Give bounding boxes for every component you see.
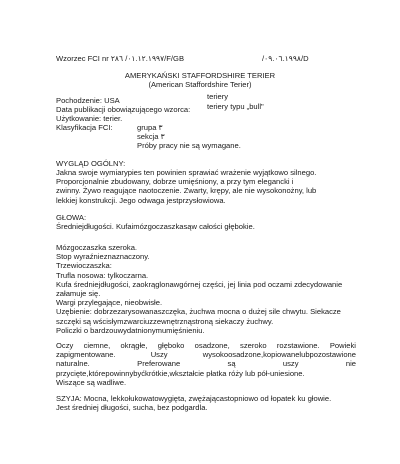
text-line: Jest średniej długości, sucha, bez podgardla. [56, 403, 208, 413]
text-line: SZYJA: Mocna, lekkołukowatowygięta, zwężającastopniowo od łopatek ku głowie. [56, 394, 332, 403]
standard-reference: Wzorzec FCI nr ۲۸٦ /۰۱.۱۲.۱۹۹۷/F/GB [56, 54, 185, 63]
usage-line: Użytkowanie: terier. [56, 114, 123, 123]
eyes-ears-text [56, 341, 356, 387]
text-line: Mózgoczaszka szeroka. [56, 243, 138, 252]
breed-subtitle: (American Staffordshire Terier) [148, 80, 252, 89]
skull-text [56, 243, 356, 335]
fci-section: sekcja ۳ [137, 132, 165, 141]
text-line: Jakna swoje wymiarypies ten powinien sprawiać wrażenie wyjątkowo silnego. [56, 168, 317, 177]
text-line: zapigmentowane. Uszy wysokoosadzone,kopiowanelubpozostawione [56, 350, 356, 360]
fci-classification-label: Klasyfikacja FCI: [56, 123, 113, 132]
text-line: naturalne. Preferowane są uszy nie [56, 359, 356, 369]
group-name: teriery [207, 92, 229, 101]
text-line: Wiszące są wadliwe. [56, 377, 127, 387]
text-line: Wargi przylegające, nieobwisłe. [56, 298, 163, 308]
section-name: teriery typu „bull" [207, 102, 264, 111]
fci-group: grupa ۳ [137, 123, 163, 132]
text-line: Kufa średniejdługości, zaokrąglonawgórnej części, jej linia pod oczami zdecydowanie [56, 279, 343, 289]
origin-line: Pochodzenie: USA [56, 96, 120, 105]
working-trial: Próby pracy nie są wymagane. [137, 141, 241, 150]
text-line: Uzębienie: dobrzezarysowanaszczęka, żuchwa mocna o dużej sile chwytu. Siekacze [56, 307, 341, 317]
head-text: Średniejdługości. Kufaimózgoczaszkasąw całości głębokie. [56, 222, 255, 231]
text-line: szczęki są wścisłymzwarciuzzewnętrznąstroną siekaczy żuchwy. [56, 316, 274, 326]
text-line: Stop wyraźnieznaznaczony. [56, 252, 150, 262]
text-line: Trzewioczaszka: [56, 261, 112, 271]
head-heading: GŁOWA: [56, 213, 87, 222]
general-appearance-heading: WYGLĄD OGÓLNY: [56, 159, 126, 168]
publication-date-line: Data publikacji obowiązującego wzorca: [56, 105, 191, 114]
neck-text [56, 394, 356, 412]
text-line: Trufla nosowa: tylkoczarna. [56, 270, 149, 280]
text-line: Proporcjonalnie zbudowany, dobrze umięśniony, a przy tym elegancki i [56, 177, 294, 187]
text-line: Policzki o bardzouwydatnionymumięśnieniu. [56, 325, 205, 335]
general-appearance-text [56, 168, 356, 205]
text-line: przycięte,którepowinnybyćkrótkie,wkształcie płatka róży lub pół-uniesione. [56, 368, 305, 378]
text-line: lekkiej konstrukcji. Jego odwaga jestprzysłowiowa. [56, 195, 226, 205]
text-line: zwinny. Żywo reagujące naotoczenie. Zwarty, krępy, ale nie wysokonożny, lub [56, 186, 317, 196]
text-line: Oczy ciemne, okrągłe, głęboko osadzone, szeroko rozstawione. Powieki [56, 341, 356, 350]
text-line: załamuje się. [56, 289, 101, 299]
breed-title: AMERYKAŃSKI STAFFORDSHIRE TERIER [124, 71, 276, 80]
translation-date: /۰۹.۰٦.۱۹۹۸/D [262, 54, 309, 63]
